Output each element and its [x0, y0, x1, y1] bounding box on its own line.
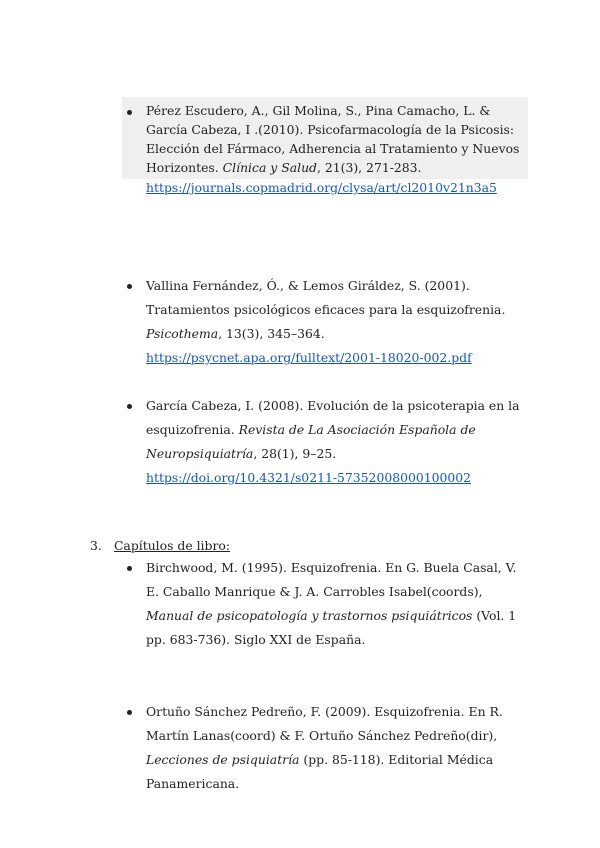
section-heading: [90, 534, 230, 558]
bullet-icon: [127, 284, 132, 289]
journal-title: Clínica y Salud: [222, 160, 317, 175]
reference-link[interactable]: https://doi.org/10.4321/s0211-57352008000100002: [146, 470, 472, 485]
bullet-icon: [127, 566, 132, 571]
chapter-item: [146, 700, 530, 796]
journal-title: Revista de La Asociación Española de Neuropsiquiatría: [146, 422, 476, 461]
reference-text: Pérez Escudero, A., Gil Molina, S., Pina Camacho, L. & García Cabeza, I .(2010). Psicofarmacología de la Psicosis: Elección del Fármaco, Adherencia al Tratamiento y Nuevos Horizontes. Clínica y Salud, 21(3), 271-283.: [146, 103, 520, 175]
book-title: Manual de psicopatología y trastornos psiquiátricos: [146, 608, 473, 623]
chapter-text: Birchwood, M. (1995). Esquizofrenia. En G. Buela Casal, V. E. Caballo Manrique & J. A. Carrobles Isabel(coords), Manual de psicopatología y trastornos psiquiátricos (Vol. 1 pp. 683-736). Siglo XXI de España.: [146, 560, 517, 647]
section-title: Capítulos de libro:: [113, 538, 231, 553]
chapter-text: Ortuño Sánchez Pedreño, F. (2009). Esquizofrenia. En R. Martín Lanas(coord) & F. Ortuño Sánchez Pedreño(dir), Lecciones de psiquiatría (pp. 85-118). Editorial Médica Panamericana.: [146, 704, 503, 791]
section-number: 3.: [90, 538, 102, 553]
bullet-icon: [127, 110, 132, 115]
reference-item: [146, 101, 530, 177]
reference-item: [146, 274, 530, 370]
bullet-icon: [127, 404, 132, 409]
reference-text: Vallina Fernández, Ó., & Lemos Giráldez, S. (2001). Tratamientos psicológicos eficaces para la esquizofrenia. Psicothema, 13(3), 345–364. https://psycnet.apa.org/fulltext/2001-18020-002.pdf: [146, 278, 506, 365]
chapter-item: [146, 556, 530, 652]
reference-link[interactable]: https://psycnet.apa.org/fulltext/2001-18020-002.pdf: [146, 350, 472, 365]
bullet-icon: [127, 710, 132, 715]
reference-text: García Cabeza, I. (2008). Evolución de la psicoterapia en la esquizofrenia. Revista de La Asociación Española de Neuropsiquiatría, 28(1), 9–25. https://doi.org/10.4321/s0211-57352008000100002: [146, 398, 520, 485]
reference-link[interactable]: https://journals.copmadrid.org/clysa/art/cl2010v21n3a5: [146, 180, 497, 195]
journal-title: Psicothema: [146, 326, 219, 341]
reference-link-row: [146, 178, 530, 197]
book-title: Lecciones de psiquiatría: [146, 752, 300, 767]
reference-item: [146, 394, 530, 490]
